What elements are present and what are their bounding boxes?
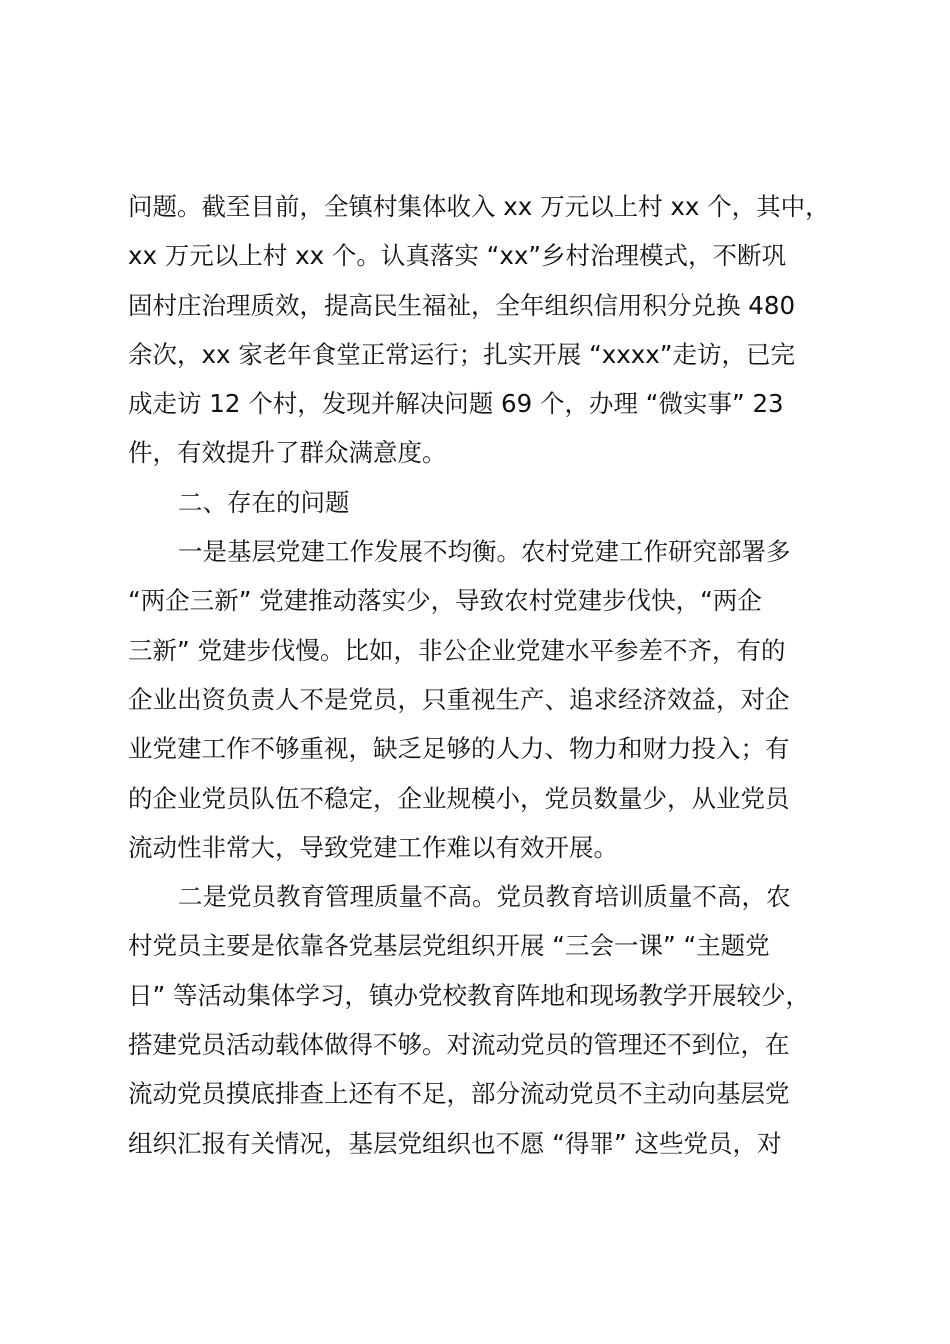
- text-line: 企业出资负责人不是党员，只重视生产、追求经济效益，对企: [128, 684, 790, 714]
- text-line: 余次，xx 家老年食堂正常运行；扎实开展 “xxxx”走访，已完: [128, 339, 795, 369]
- text-line: xx 万元以上村 xx 个。认真落实 “xx”乡村治理模式，不断巩: [128, 241, 787, 271]
- text-line: 组织汇报有关情况，基层党组织也不愿 “得罪” 这些党员，对: [128, 1128, 782, 1158]
- text-line: 固村庄治理质效，提高民生福祉，全年组织信用积分兑换 480: [128, 290, 796, 320]
- paragraph-start-line: 一是基层党建工作发展不均衡。农村党建工作研究部署多: [178, 537, 791, 567]
- text-line: 问题。截至目前，全镇村集体收入 xx 万元以上村 xx 个，其中，: [128, 192, 830, 221]
- text-line: 的企业党员队伍不稳定，企业规模小，党员数量少，从业党员: [128, 783, 790, 813]
- text-line: 流动性非常大，导致党建工作难以有效开展。: [128, 832, 618, 862]
- text-line: 村党员主要是依靠各党基层党组织开展 “三会一课” “主题党: [128, 931, 770, 961]
- document-body: [128, 182, 828, 1168]
- text-line: 三新” 党建步伐慢。比如，非公企业党建水平参差不齐，有的: [128, 635, 786, 665]
- text-line: “两企三新” 党建推动落实少，导致农村党建步伐快，“两企: [128, 586, 762, 616]
- text-line: 流动党员摸底排查上还有不足，部分流动党员不主动向基层党: [128, 1079, 790, 1109]
- text-line: 成走访 12 个村，发现并解决问题 69 个，办理 “微实事” 23: [128, 389, 784, 419]
- section-heading: 二、存在的问题: [178, 487, 350, 517]
- text-line: 搭建党员活动载体做得不够。对流动党员的管理还不到位，在: [128, 1030, 790, 1060]
- paragraph-start-line: 二是党员教育管理质量不高。党员教育培训质量不高，农: [178, 882, 791, 912]
- text-line: 业党建工作不够重视，缺乏足够的人力、物力和财力投入；有: [128, 734, 790, 764]
- text-line: 件，有效提升了群众满意度。: [128, 438, 447, 468]
- text-line: 日” 等活动集体学习，镇办党校教育阵地和现场教学开展较少，: [128, 980, 810, 1010]
